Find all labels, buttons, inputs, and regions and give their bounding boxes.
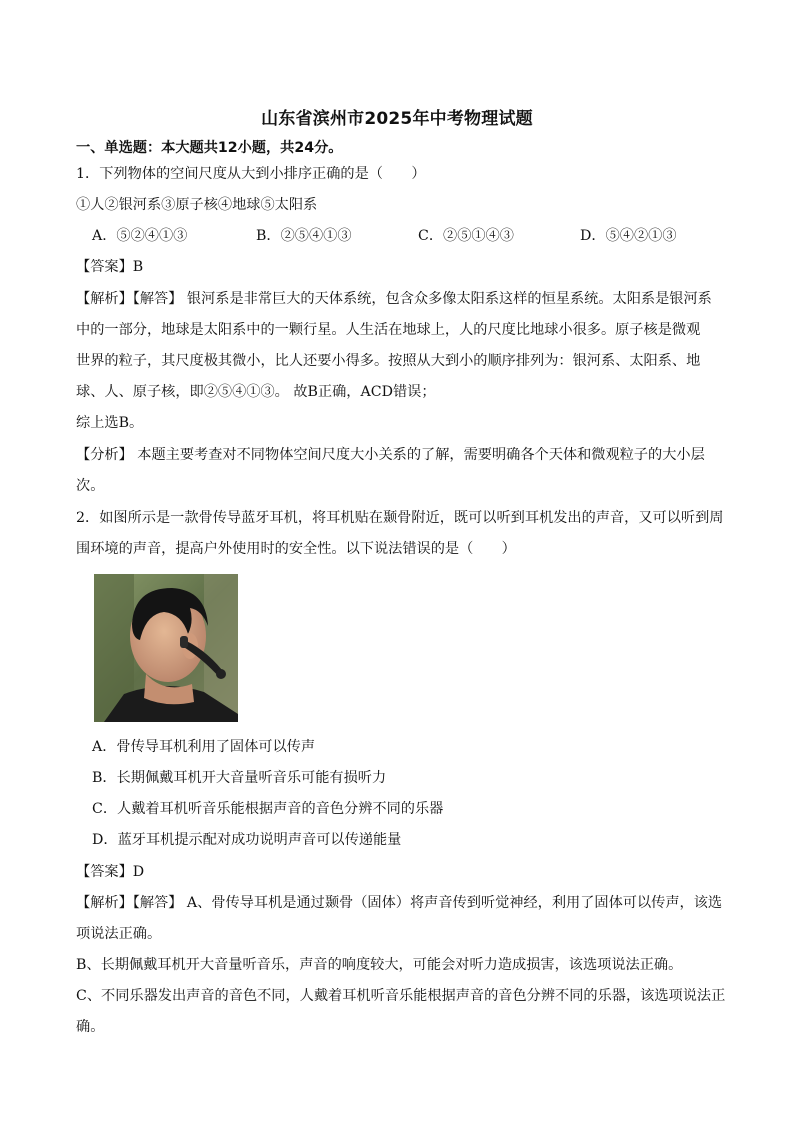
q2-option-c: C．人戴着耳机听音乐能根据声音的音色分辨不同的乐器 bbox=[92, 801, 444, 817]
q1-analysis-line: 世界的粒子，其尺度极其微小，比人还要小得多。按照从大到小的顺序排列为：银河系、太阳系、地 bbox=[76, 353, 701, 369]
q1-items: ①人②银河系③原子核④地球⑤太阳系 bbox=[76, 197, 318, 213]
q1-option-d: D．⑤④②①③ bbox=[580, 228, 677, 244]
q1-option-b: B．②⑤④①③ bbox=[256, 228, 352, 244]
q1-analysis-line: 中的一部分，地球是太阳系中的一颗行星。人生活在地球上，人的尺度比地球小很多。原子核是微观 bbox=[76, 322, 701, 338]
q2-analysis-line: 项说法正确。 bbox=[76, 926, 162, 942]
q1-analysis-line: 【解析】【解答】 银河系是非常巨大的天体系统，包含众多像太阳系这样的恒星系统。太阳系是银河系 bbox=[76, 291, 712, 307]
bone-conduction-headphone-photo bbox=[94, 574, 238, 722]
q2-answer: 【答案】D bbox=[76, 864, 145, 880]
q2-option-d: D．蓝牙耳机提示配对成功说明声音可以传递能量 bbox=[92, 832, 402, 848]
q2-stem-line: 围环境的声音，提高户外使用时的安全性。以下说法错误的是（ ） bbox=[76, 541, 516, 557]
q2-analysis-line: 【解析】【解答】 A、骨传导耳机是通过颞骨（固体）将声音传到听觉神经，利用了固体可以传声，该选 bbox=[76, 895, 723, 911]
q1-comment-line: 次。 bbox=[76, 478, 105, 494]
q2-analysis-line: B、长期佩戴耳机开大音量听音乐，声音的响度较大，可能会对听力造成损害，该选项说法正确。 bbox=[76, 957, 683, 973]
q1-stem: 1．下列物体的空间尺度从大到小排序正确的是（ ） bbox=[76, 166, 426, 182]
q1-option-a: A．⑤②④①③ bbox=[92, 228, 188, 244]
q1-analysis-line: 综上选B。 bbox=[76, 415, 144, 431]
q2-analysis-line: 确。 bbox=[76, 1019, 105, 1035]
section-heading: 一、单选题：本大题共12小题，共24分。 bbox=[76, 140, 343, 156]
q2-option-b: B．长期佩戴耳机开大音量听音乐可能有损听力 bbox=[92, 770, 387, 786]
q1-options bbox=[92, 226, 752, 246]
photo-illustration bbox=[94, 574, 238, 722]
q2-stem-line: 2．如图所示是一款骨传导蓝牙耳机，将耳机贴在颞骨附近，既可以听到耳机发出的声音，又可以听到周 bbox=[76, 510, 724, 526]
q1-comment-line: 【分析】 本题主要考查对不同物体空间尺度大小关系的了解，需要明确各个天体和微观粒子的大小层 bbox=[76, 447, 705, 463]
q1-analysis-line: 球、人、原子核，即②⑤④①③。 故B正确，ACD错误； bbox=[76, 384, 436, 400]
q1-option-c: C．②⑤①④③ bbox=[418, 228, 514, 244]
q2-analysis-line: C、不同乐器发出声音的音色不同，人戴着耳机听音乐能根据声音的音色分辨不同的乐器，该选项说法正 bbox=[76, 988, 726, 1004]
q1-answer: 【答案】B bbox=[76, 259, 144, 275]
page-title: 山东省滨州市2025年中考物理试题 bbox=[261, 109, 533, 129]
q2-option-a: A．骨传导耳机利用了固体可以传声 bbox=[92, 739, 316, 755]
